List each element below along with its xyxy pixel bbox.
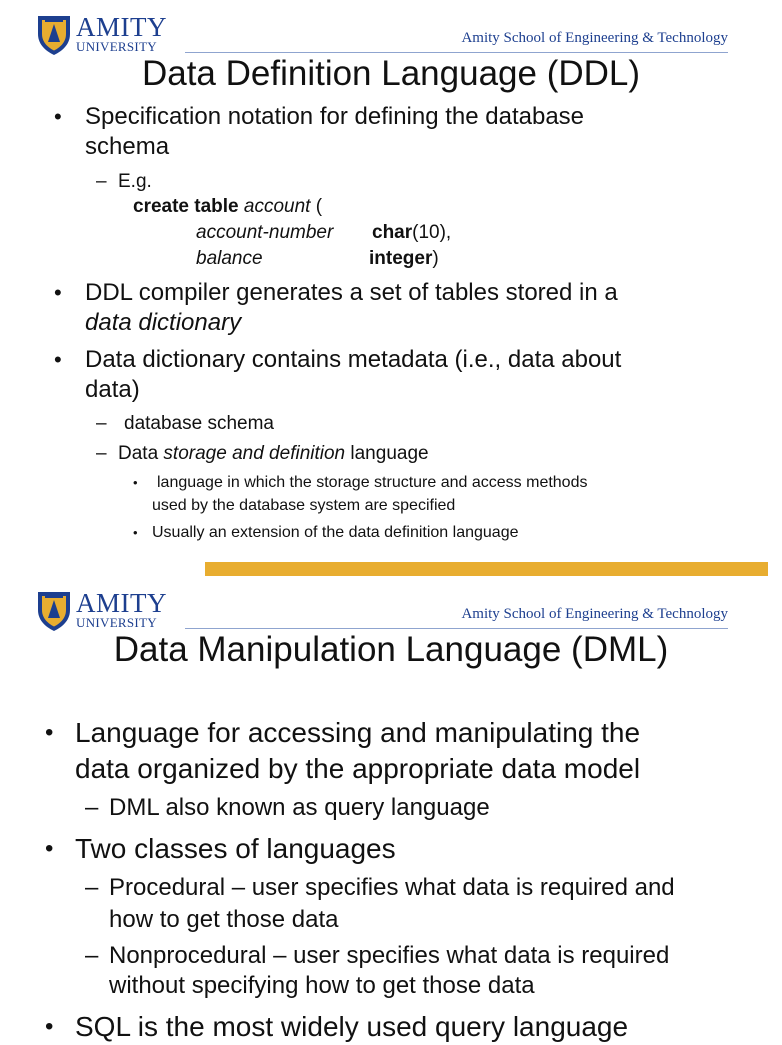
- sub-bullet-text: database schema: [124, 413, 274, 434]
- bullet-text: Language for accessing and manipulating the: [75, 717, 641, 748]
- bullet-text: data dictionary: [85, 309, 242, 336]
- bullet-text: data): [85, 376, 140, 403]
- code-keyword: char: [372, 222, 413, 243]
- code-keyword: integer: [369, 248, 433, 269]
- logo-subtitle: UNIVERSITY: [76, 39, 157, 54]
- bullet-marker: •: [133, 525, 138, 540]
- bullet-marker: •: [54, 280, 62, 305]
- sub-bullet-text: without specifying how to get those data: [109, 972, 535, 999]
- logo-wordmark: AMITY: [76, 12, 167, 42]
- code-identifier: account: [243, 196, 311, 217]
- bullet-marker: •: [45, 835, 54, 862]
- bullet-text: data organized by the appropriate data model: [75, 753, 641, 784]
- logo-subtitle: UNIVERSITY: [76, 615, 157, 630]
- sub-bullet-word: language: [350, 443, 429, 464]
- code-punct: (: [315, 196, 323, 217]
- sub-bullet-text: DML also known as query language: [109, 794, 490, 821]
- sub-bullet-word: Data: [118, 443, 159, 464]
- header-divider: [185, 52, 728, 53]
- sub-bullet-text: Nonprocedural – user specifies what data is required: [109, 942, 670, 969]
- code-keyword: create table: [133, 196, 239, 217]
- bullet-text: schema: [85, 133, 170, 160]
- shield-icon: [36, 14, 72, 56]
- code-line: [133, 194, 322, 219]
- sub-bullet-dash: –: [85, 874, 99, 901]
- logo-wordmark: AMITY: [76, 588, 167, 618]
- sub-bullet-dash: –: [96, 171, 107, 192]
- sub-sub-bullet-text: Usually an extension of the data definition language: [152, 524, 519, 541]
- bullet-text: DDL compiler generates a set of tables stored in a: [85, 279, 618, 306]
- bullet-marker: •: [54, 104, 62, 129]
- sub-bullet-dash: –: [85, 794, 99, 821]
- bullet-text: SQL is the most widely used query language: [75, 1011, 629, 1042]
- amity-logo: [36, 590, 171, 634]
- school-name: Amity School of Engineering & Technology: [461, 606, 728, 622]
- code-identifier: account-number: [196, 222, 334, 243]
- dml-slide: [0, 580, 768, 1042]
- bullet-marker: •: [45, 1013, 54, 1040]
- bullet-text: Specification notation for defining the database: [85, 103, 585, 130]
- bullet-text: Data dictionary contains metadata (i.e., data about: [85, 346, 622, 373]
- bullet-marker: •: [45, 719, 54, 746]
- code-punct: (10),: [412, 222, 452, 243]
- code-punct: ): [432, 248, 439, 269]
- bullet-marker: •: [133, 475, 138, 490]
- code-identifier: balance: [196, 248, 263, 269]
- header-divider: [185, 628, 728, 629]
- shield-icon: [36, 590, 72, 632]
- amity-logo: [36, 14, 171, 58]
- sub-bullet-text: Procedural – user specifies what data is required and: [109, 874, 675, 901]
- school-name: Amity School of Engineering & Technology: [461, 30, 728, 46]
- sub-bullet-dash: –: [85, 942, 99, 969]
- sub-sub-bullet-text: used by the database system are specified: [152, 497, 456, 514]
- code-line: [369, 246, 439, 271]
- code-line: [372, 220, 451, 245]
- sub-bullet-dash: –: [96, 443, 107, 464]
- bullet-text: Two classes of languages: [75, 833, 396, 864]
- sub-bullet-emphasis: storage and definition: [163, 443, 346, 464]
- sub-sub-bullet-text: language in which the storage structure and access methods: [157, 474, 588, 491]
- sub-bullet-text: E.g.: [118, 171, 152, 192]
- sub-bullet-text: [118, 441, 429, 466]
- slide-title: Data Definition Language (DDL): [141, 54, 641, 93]
- slide-title: Data Manipulation Language (DML): [113, 630, 669, 669]
- accent-bar: [205, 562, 768, 576]
- sub-bullet-text: how to get those data: [109, 906, 339, 933]
- bullet-marker: •: [54, 347, 62, 372]
- sub-bullet-dash: –: [96, 413, 107, 434]
